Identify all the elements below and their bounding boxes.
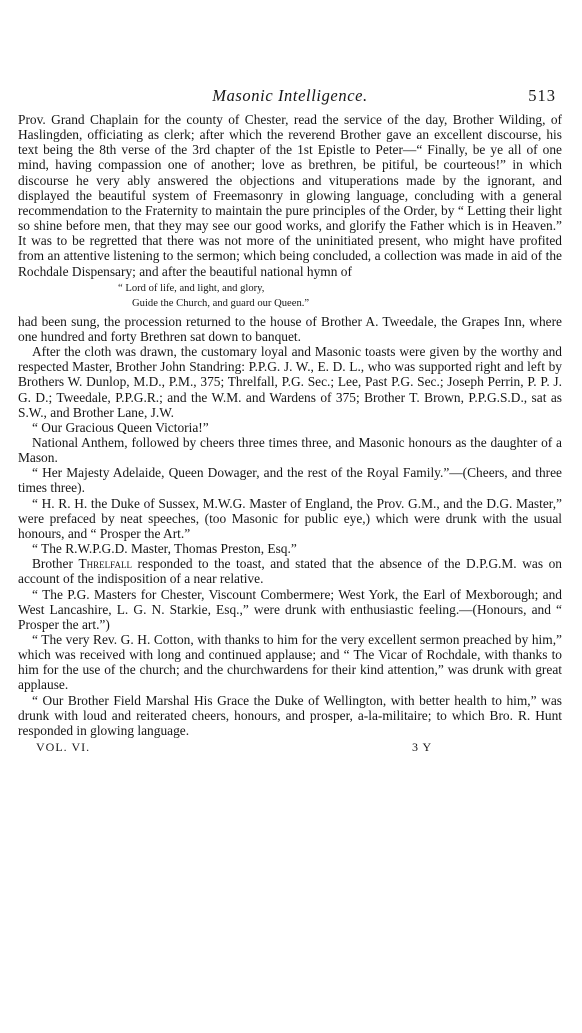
- paragraph-toasts: After the cloth was drawn, the customary loyal and Masonic toasts were given by the worthy and respected Master, Brother John Standring: P.P.G. J. W., E. D. L., who was supported right and left by Brothers W. Dunlop, M.D., P.M., 375; Threlfall, P.G. Sec.; Lee, Past P.G. Sec.; Joseph Perrin, P. P. J. G. D.; Tweedale, P.P.G.R.; and the W.M. and Wardens of 375; Brother T. Brown, P.P.G.S.D., sat as S.W., and Brother Lane, J.W.: [18, 344, 562, 420]
- signature-mark: 3 Y: [412, 740, 433, 755]
- paragraph-toast-queen: “ Our Gracious Queen Victoria!”: [32, 419, 209, 435]
- hymn-line: Guide the Church, and guard our Queen.”: [132, 297, 310, 309]
- hymn-line: “ Lord of life, and light, and glory,: [118, 282, 265, 294]
- text-run: responded to the toast, and stated that the absence of the D.P.G.M. was on account of the indisposition of a near relative.: [18, 556, 562, 587]
- paragraph-toast-sussex: “ H. R. H. the Duke of Sussex, M.W.G. Master of England, the Prov. G.M., and the D.G. Master,” were prefaced by neat speeches, (too Masonic for public eye,) which were drunk with the usual honours, and “ Prosper the Art.”: [18, 495, 562, 541]
- page-number: 513: [528, 86, 556, 105]
- paragraph-anthem: National Anthem, followed by cheers three times three, and Masonic honours as the daughter of a Mason.: [18, 434, 562, 466]
- running-title: Masonic Intelligence.: [212, 86, 368, 105]
- text-run: Brother: [32, 556, 79, 572]
- volume-label: VOL. VI.: [36, 740, 91, 755]
- paragraph-toast-cotton: “ The very Rev. G. H. Cotton, with thanks to him for the very excellent sermon preached by him,” which was received with long and continued applause; and “ The Vicar of Rochdale, with thanks to him for the use of the church; and the churchwardens for their kind attention,” was drunk with great applause.: [18, 632, 562, 693]
- paragraph-toast-masters: “ The P.G. Masters for Chester, Viscount Combermere; West York, the Earl of Mexborough; and West Lancashire, L. G. N. Starkie, Esq.,” were drunk with enthusiastic feeling.—(Honours, and “ Prosper the art.”): [18, 586, 562, 632]
- book-page: [18, 86, 562, 758]
- hymn-quotation: [118, 281, 562, 311]
- paragraph-sermon: Prov. Grand Chaplain for the county of Chester, read the service of the day, Brother Wilding, of Haslingden, officiating as clerk; after which the reverend Brother gave an excellent discourse, his text being the 8th verse of the 3rd chapter of the 1st Epistle to Peter—“ Finally, be ye all of one mind, having compassion one of another; love as brethren, be pitiful, be courteous!” in which discourse he very ably answered the objections and vituperations made by the ignorant, and displayed the beautiful system of Freemasonry in glowing language, concluding with a general recommendation to the Fraternity to maintain the pure principles of the Order, by “ Letting their light so shine before men, that they may see our good works, and glorify the Father which is in Heaven.” It was to be regretted that there was not more of the uninitiated present, who might have profited from an attentive listening to the sermon; which being concluded, a collection was made in aid of the Rochdale Dispensary; and after the beautiful national hymn of: [18, 112, 562, 279]
- paragraph-toast-preston: “ The R.W.P.G.D. Master, Thomas Preston, Esq.”: [32, 541, 297, 557]
- paragraph-procession: had been sung, the procession returned to the house of Brother A. Tweedale, the Grapes Inn, where one hundred and forty Brethren sat down to banquet.: [18, 313, 562, 344]
- paragraph-toast-wellington: “ Our Brother Field Marshal His Grace the Duke of Wellington, with better health to him,” was drunk with loud and reiterated cheers, honours, and prosper, a-la-militaire; to which Bro. R. Hunt responded in glowing language.: [18, 692, 562, 738]
- paragraph-toast-adelaide: “ Her Majesty Adelaide, Queen Dowager, and the rest of the Royal Family.”—(Cheers, and three times three).: [18, 465, 562, 496]
- paragraph-threlfall: [18, 556, 562, 586]
- brother-name: Threlfall: [78, 556, 132, 572]
- running-header: [18, 86, 562, 112]
- page-footer: [18, 740, 562, 758]
